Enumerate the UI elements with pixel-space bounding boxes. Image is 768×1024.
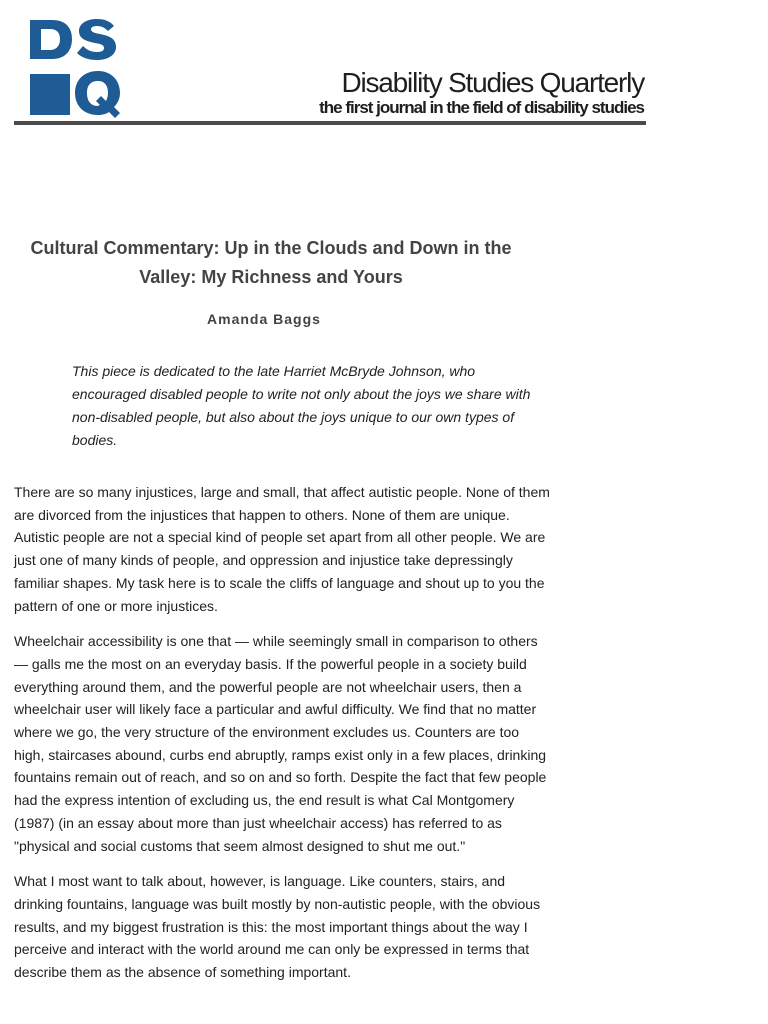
body-paragraph: There are so many injustices, large and small, that affect autistic people. None of them are divorced from the injustices that happen to others. None of them are unique. Autistic people are not a special kind of people set apart from all other people. We are just one of many kinds of people, and oppression and injustice take depressingly familiar shapes. My task here is to scale the cliffs of language and shout up to you the pattern of one or more injustices. (14, 484, 550, 614)
article-dedication: This piece is dedicated to the late Harriet McBryde Johnson, who encouraged disabled people to write not only about the joys we share with non-disabled people, but also about the joys unique to our own types of bodies. (72, 363, 531, 448)
article-title: Cultural Commentary: Up in the Clouds and Down in the Valley: My Richness and Yours (30, 238, 512, 287)
article-author: Amanda Baggs (207, 311, 321, 327)
article-body (14, 481, 552, 997)
masthead-divider (14, 121, 646, 125)
body-paragraph: Wheelchair accessibility is one that — while seemingly small in comparison to others — galls me the most on an everyday basis. If the powerful people in a society build everything around them, and the powerful people are not wheelchair users, then a wheelchair user will likely face a particular and awful difficulty. We find that no matter where we go, the very structure of the environment excludes us. Counters are too high, staircases abound, curbs end abruptly, ramps exist only in a few places, drinking fountains remain out of reach, and so on and so forth. Despite the fact that few people had the express intention of excluding us, the end result is what Cal Montgomery (1987) (in an essay about more than just wheelchair access) has referred to as "physical and social customs that seem almost designed to shut me out." (14, 633, 547, 854)
body-paragraph: What I most want to talk about, however, is language. Like counters, stairs, and drinking fountains, language was built mostly by non-autistic people, with the obvious results, and my biggest frustration is this: the most important things about the way I perceive and interact with the world around me can only be expressed in terms that describe them as the absence of something important. (14, 873, 541, 981)
masthead (0, 0, 768, 130)
journal-tagline: the first journal in the field of disability studies (319, 98, 644, 117)
journal-title: Disability Studies Quarterly (341, 67, 644, 98)
dsq-logo[interactable] (28, 18, 120, 118)
